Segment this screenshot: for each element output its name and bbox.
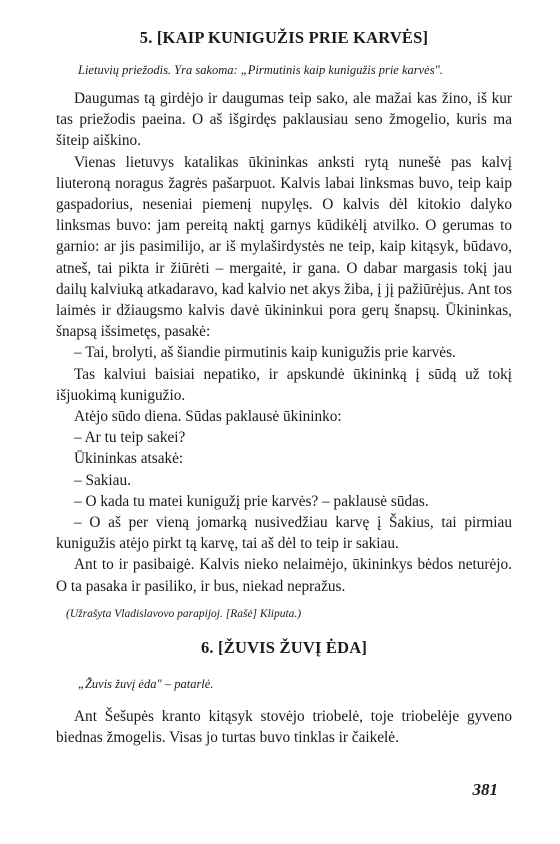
dialogue-line: Atėjo sūdo diena. Sūdas paklausė ūkininko: (74, 408, 342, 426)
dialogue-line: Ūkininkas atsakė: (74, 450, 184, 468)
paragraph: Ant Šešupės kranto kitąsyk stovėjo triobelė, toje triobelėje gyveno biednas žmogelis. Visas jo turtas buvo tinklas ir čaikelė. (56, 707, 512, 747)
section-6 (56, 638, 512, 748)
paragraph: – O aš per vieną jomarką nusivedžiau karvę į Šakius, tai pirmiau kunigužis atėjo pirkt tą karvę, tai aš dėl to teip ir sakiau. (56, 514, 512, 553)
section-title: 5. [KAIP KUNIGUŽIS PRIE KARVĖS] (139, 28, 429, 47)
section-epigraph: „Žuvis žuvį ėda" – patarlė. (78, 676, 214, 691)
paragraph: – Tai, brolyti, aš šiandie pirmutinis kaip kunigužis prie karvės. (74, 344, 456, 362)
section-epigraph: Lietuvių priežodis. Yra sakoma: „Pirmutinis kaip kunigužis prie karvės". (78, 63, 443, 77)
paragraph: Ant to ir pasibaigė. Kalvis nieko nelaimėjo, ūkininkys bėdos neturėjo. O ta pasaka ir pasiliko, ir bus, niekad nepražus. (56, 556, 512, 595)
source-note: (Užrašyta Vladislavovo parapijoj. [Rašė] Kliputa.) (66, 607, 302, 620)
dialogue-line: – Sakiau. (74, 471, 131, 489)
paragraph: Tas kalviui baisiai nepatiko, ir apskundė ūkininką į sūdą už tokį išjuokimą kunigužio. (56, 365, 512, 404)
dialogue-line: – Ar tu teip sakei? (74, 429, 186, 447)
section-5 (56, 28, 512, 622)
paragraph: Vienas lietuvys katalikas ūkininkas anksti rytą nunešė pas kalvį liuteroną noragus žagrės pašarpuot. Kalvis labai linksmas buvo, teip kaip gaspadorius, neseniai piemenį nupylęs. O kalvis dėl kitokio dalyko linksmas buvo: jam pereitą naktį garnys kūdikėlį atvilko. O gerumas to garnio: ar jis pasimilijo, ar iš mylaširdystės ne teip, kaip kitąsyk, būdavo, atneš, tai pikta ir žiūrėti – mergaitė, ir gana. O dabar margasis tokį jau dailų kalviuką atkadaravo, kad kalvio net akys žiba, į jį pažiūrėjus. Ant tos laimės ir džiaugsmo kalvis davė ūkininkui pora gerų šnapsų. Ūkininkas, šnapsą išsimetęs, pasakė: (56, 153, 512, 341)
page-number: 381 (472, 780, 498, 799)
section-title: 6. [ŽUVIS ŽUVĮ ĖDA] (200, 637, 368, 657)
paragraph: Daugumas tą girdėjo ir daugumas teip sako, ale mažai kas žino, iš kur tas priežodis paeina. O aš išgirdęs paklausiau seno žmogelio, kuris ma šiteip aiškino. (56, 90, 512, 150)
dialogue-line: – O kada tu matei kunigužį prie karvės? – paklausė sūdas. (74, 492, 429, 510)
